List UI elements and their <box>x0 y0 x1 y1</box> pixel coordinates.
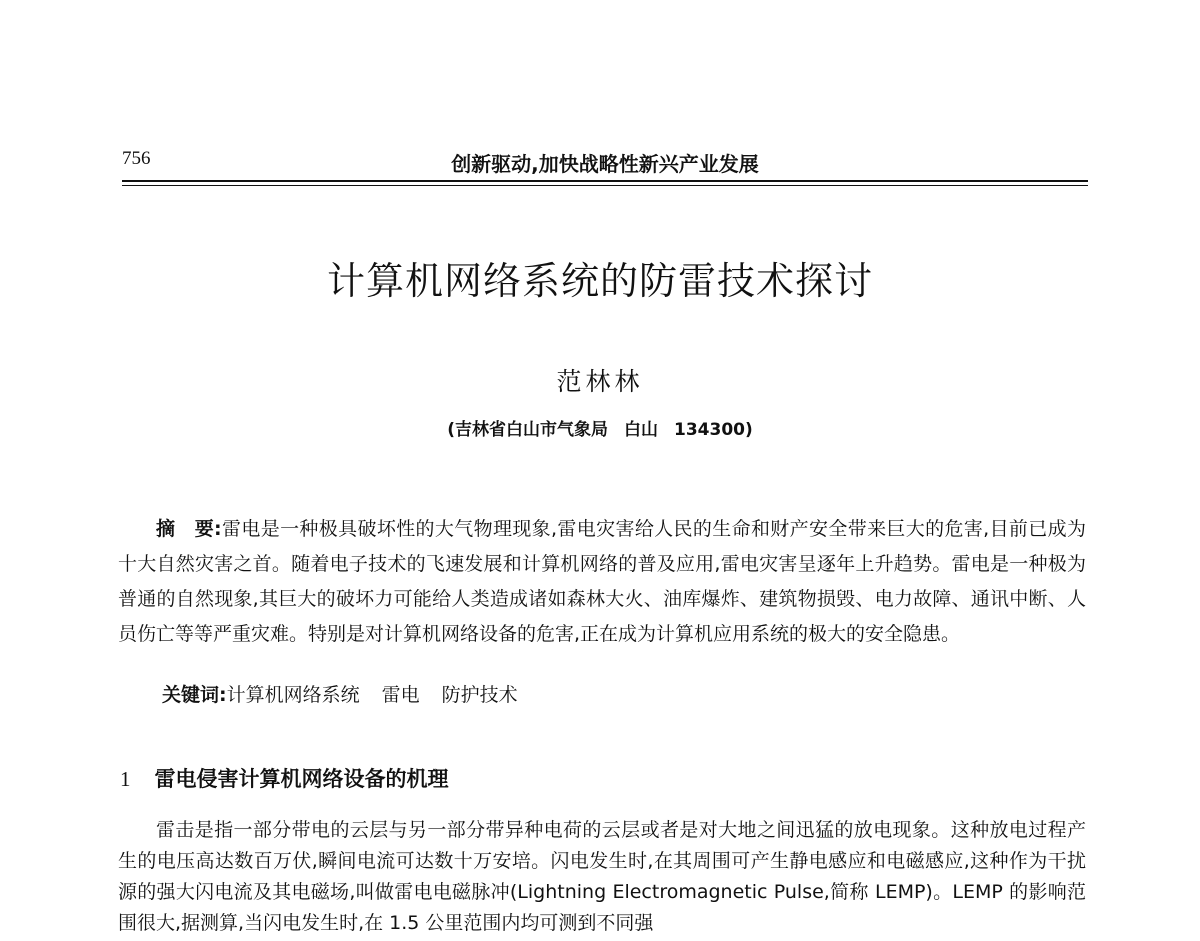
running-title: 创新驱动,加快战略性新兴产业发展 <box>451 152 759 176</box>
affiliation-city: 白山 <box>624 420 658 440</box>
section-heading <box>120 763 449 793</box>
affiliation-open-paren: ( <box>447 420 455 440</box>
affiliation <box>0 415 1200 440</box>
author-name: 范林林 <box>556 367 644 396</box>
header-rule-thick <box>122 180 1088 182</box>
abstract-text: 雷电是一种极具破坏性的大气物理现象,雷电灾害给人民的生命和财产安全带来巨大的危害,目前已成为十大自然灾害之首。随着电子技术的飞速发展和计算机网络的普及应用,雷电灾害呈逐年上升趋势。雷电是一种极为普通的自然现象,其巨大的破坏力可能给人类造成诸如森林大火、油库爆炸、建筑物损毁、电力故障、通讯中断、人员伤亡等等严重灾难。特别是对计算机网络设备的危害,正在成为计算机应用系统的极大的安全隐患。 <box>118 518 1086 645</box>
abstract-label: 摘 要: <box>156 518 222 540</box>
section-title: 雷电侵害计算机网络设备的机理 <box>154 767 449 791</box>
keyword-term: 雷电 <box>381 684 420 706</box>
article-title: 计算机网络系统的防雷技术探讨 <box>326 259 873 303</box>
header-rule-thin <box>122 185 1088 186</box>
keywords <box>162 678 540 713</box>
section-number: 1 <box>120 767 131 791</box>
paragraph: 雷击是指一部分带电的云层与另一部分带异种电荷的云层或者是对大地之间迅猛的放电现象。这种放电过程产生的电压高达数百万伏,瞬间电流可达数十万安培。闪电发生时,在其周围可产生静电感应和电磁感应,这种作为干扰源的强大闪电流及其电磁场,叫做雷电电磁脉冲(Lightning Electromagnetic Pulse,简称 LEMP)。LEMP 的影响范围很大,据测算,当闪电发生时,在 1.5 公里范围内均可测到不同强 <box>118 819 1086 934</box>
keyword-term: 防护技术 <box>441 684 518 706</box>
keyword-term: 计算机网络系统 <box>226 684 360 706</box>
page-number: 756 <box>122 148 151 169</box>
affiliation-postcode: 134300 <box>674 420 745 440</box>
keywords-label: 关键词: <box>162 684 227 706</box>
abstract <box>118 512 1086 652</box>
body-text <box>118 815 1086 939</box>
affiliation-close-paren: ) <box>744 420 753 440</box>
affiliation-org: 吉林省白山市气象局 <box>455 420 608 440</box>
